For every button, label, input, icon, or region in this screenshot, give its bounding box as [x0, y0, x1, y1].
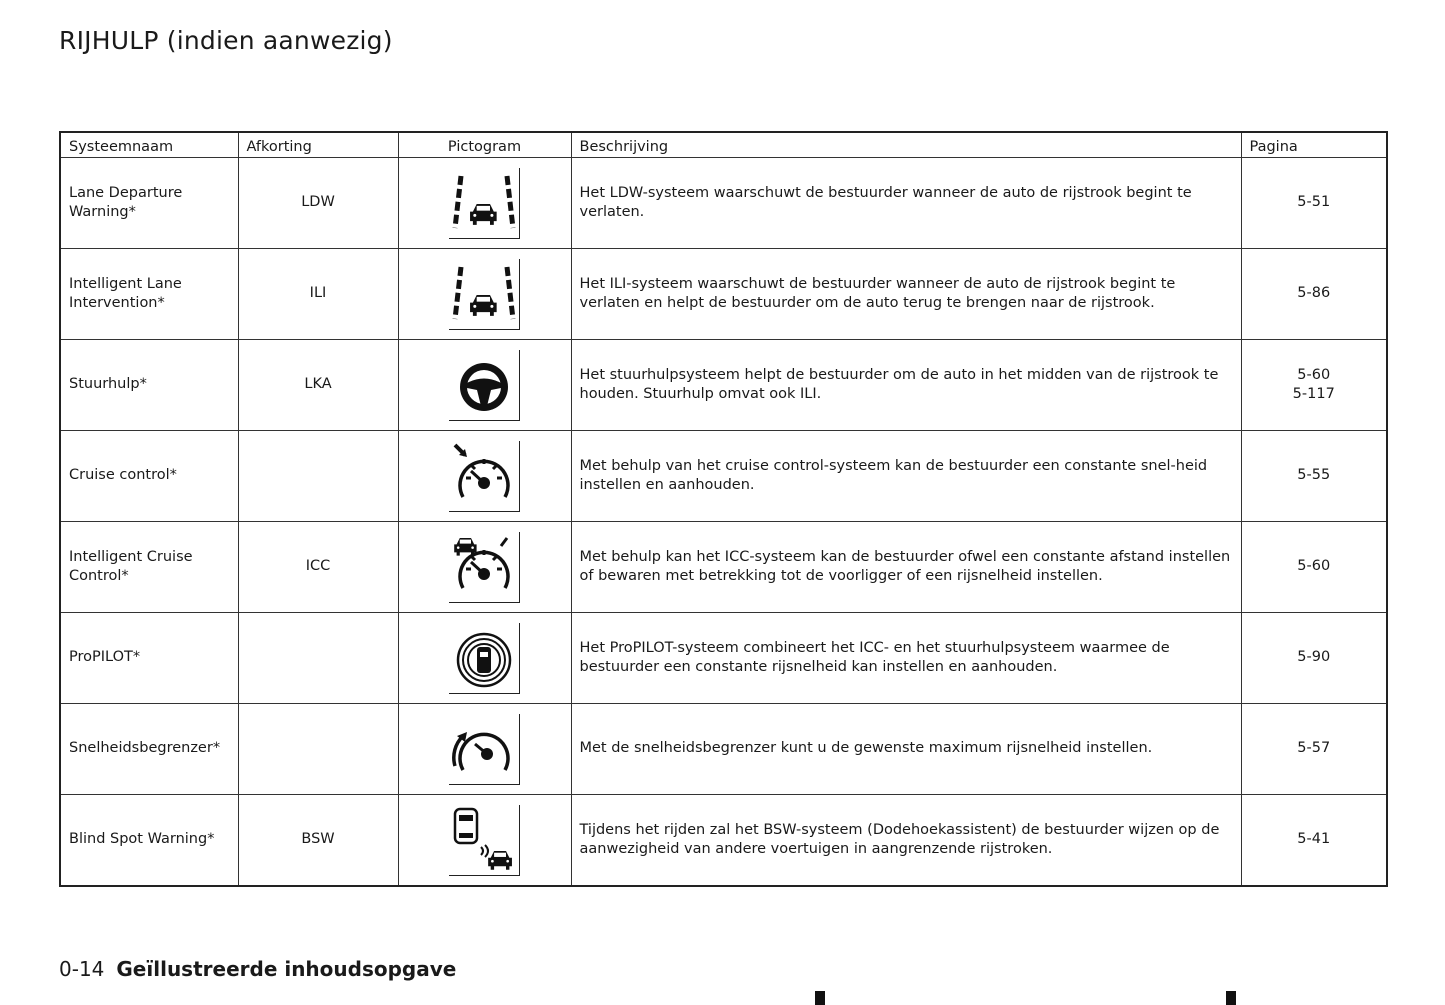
- page-link[interactable]: 5-57: [1297, 740, 1331, 757]
- pictogram-cell: [398, 249, 571, 340]
- description: Met de snelheidsbegrenzer kunt u de gewenste maximum rijsnelheid instellen.: [571, 704, 1241, 795]
- section-title: Geïllustreerde inhoudsopgave: [116, 957, 457, 981]
- intelligent-cruise-icon: [449, 532, 520, 603]
- page-reference: [1241, 613, 1387, 704]
- system-name: Intelligent Lane Intervention*: [60, 249, 238, 340]
- table-row: [60, 704, 1387, 795]
- table-row: [60, 340, 1387, 431]
- speed-limiter-icon: [449, 714, 520, 785]
- page-link[interactable]: 5-60: [1297, 558, 1331, 575]
- description: Het LDW-systeem waarschuwt de bestuurder wanneer de auto de rijstrook begint te verlaten.: [571, 158, 1241, 249]
- page-link[interactable]: 5-117: [1292, 386, 1335, 402]
- system-name: Cruise control*: [60, 431, 238, 522]
- page-reference: [1241, 340, 1387, 431]
- description: Met behulp kan het ICC-systeem kan de bestuurder ofwel een constante afstand instellen of bewaren met betrekking tot de voorligger of een rijsnelheid instellen.: [571, 522, 1241, 613]
- abbreviation: LKA: [238, 340, 398, 431]
- lane-departure-icon: [449, 168, 520, 239]
- pictogram-cell: [398, 522, 571, 613]
- description: Het ProPILOT-systeem combineert het ICC- en het stuurhulpsysteem waarmee de bestuurder een constante rijsnelheid kan instellen en aanhouden.: [571, 613, 1241, 704]
- abbreviation: [238, 613, 398, 704]
- pictogram-cell: [398, 613, 571, 704]
- page-title: RIJHULP (indien aanwezig): [59, 26, 393, 55]
- abbreviation: LDW: [238, 158, 398, 249]
- page-reference: [1241, 522, 1387, 613]
- lane-intervention-icon: [449, 259, 520, 330]
- description: Het ILI-systeem waarschuwt de bestuurder wanneer de auto de rijstrook begint te verlaten en helpt de bestuurder om de auto terug te brengen naar de rijstrook.: [571, 249, 1241, 340]
- table-row: [60, 158, 1387, 249]
- abbreviation: [238, 704, 398, 795]
- page-link[interactable]: 5-55: [1297, 467, 1331, 484]
- blind-spot-icon: [449, 805, 520, 876]
- pictogram-cell: [398, 431, 571, 522]
- table-header-row: [60, 132, 1387, 158]
- header-page: Pagina: [1241, 132, 1387, 158]
- crop-mark: [1226, 991, 1236, 1005]
- table-row: [60, 522, 1387, 613]
- page-reference: [1241, 431, 1387, 522]
- header-abbreviation: Afkorting: [238, 132, 398, 158]
- propilot-icon: [449, 623, 520, 694]
- abbreviation: BSW: [238, 795, 398, 887]
- system-name: Blind Spot Warning*: [60, 795, 238, 887]
- abbreviation: ICC: [238, 522, 398, 613]
- description: Het stuurhulpsysteem helpt de bestuurder om de auto in het midden van de rijstrook te houden. Stuurhulp omvat ook ILI.: [571, 340, 1241, 431]
- system-name: Stuurhulp*: [60, 340, 238, 431]
- page-reference: [1241, 249, 1387, 340]
- pictogram-cell: [398, 158, 571, 249]
- page-link[interactable]: 5-90: [1297, 649, 1331, 666]
- page-link[interactable]: 5-86: [1297, 285, 1331, 302]
- page-footer: [59, 957, 456, 981]
- system-name: Intelligent Cruise Control*: [60, 522, 238, 613]
- system-name: ProPILOT*: [60, 613, 238, 704]
- driving-aids-table: [59, 131, 1388, 887]
- description: Met behulp van het cruise control-systeem kan de bestuurder een constante snel-heid instellen en aanhouden.: [571, 431, 1241, 522]
- pictogram-cell: [398, 795, 571, 887]
- table-row: [60, 613, 1387, 704]
- table-row: [60, 249, 1387, 340]
- page-reference: [1241, 158, 1387, 249]
- steering-wheel-icon: [449, 350, 520, 421]
- crop-mark: [815, 991, 825, 1005]
- page-reference: [1241, 795, 1387, 887]
- pictogram-cell: [398, 704, 571, 795]
- page-link[interactable]: 5-41: [1297, 831, 1331, 848]
- abbreviation: [238, 431, 398, 522]
- header-system-name: Systeemnaam: [60, 132, 238, 158]
- page-reference: [1241, 704, 1387, 795]
- system-name: Lane Departure Warning*: [60, 158, 238, 249]
- system-name: Snelheidsbegrenzer*: [60, 704, 238, 795]
- table-row: [60, 795, 1387, 887]
- cruise-control-icon: [449, 441, 520, 512]
- page-link[interactable]: 5-51: [1297, 194, 1331, 211]
- table-row: [60, 431, 1387, 522]
- page-link[interactable]: 5-60: [1297, 366, 1331, 383]
- abbreviation: ILI: [238, 249, 398, 340]
- page-number: 0-14: [59, 957, 105, 981]
- header-pictogram: Pictogram: [398, 132, 571, 158]
- description: Tijdens het rijden zal het BSW-systeem (Dodehoekassistent) de bestuurder wijzen op de aanwezigheid van andere voertuigen in aangrenzende rijstroken.: [571, 795, 1241, 887]
- pictogram-cell: [398, 340, 571, 431]
- header-description: Beschrijving: [571, 132, 1241, 158]
